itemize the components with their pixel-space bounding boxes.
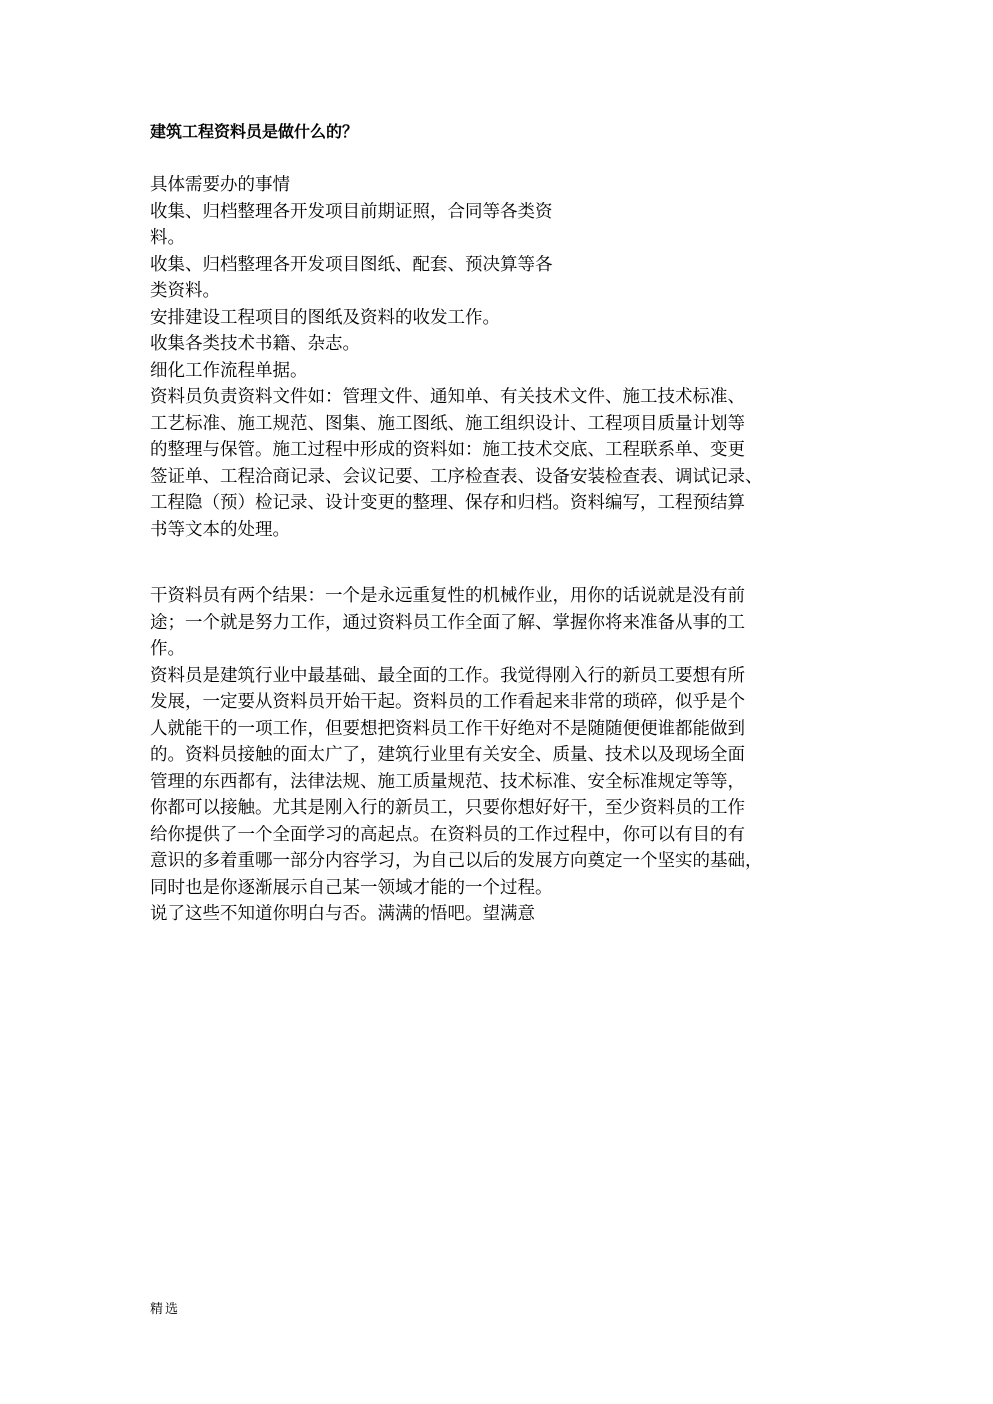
paragraph-line: 的。资料员接触的面太广了，建筑行业里有关安全、质量、技术以及现场全面	[150, 745, 745, 765]
paragraph-line: 给你提供了一个全面学习的高起点。在资料员的工作过程中，你可以有目的有	[150, 824, 745, 845]
paragraph-line: 资料员是建筑行业中最基础、最全面的工作。我觉得刚入行的新员工要想有所	[150, 665, 745, 686]
paragraph-line: 管理的东西都有，法律法规、施工质量规范、技术标准、安全标准规定等等，	[150, 771, 745, 792]
paragraph-line: 签证单、工程洽商记录、会议记要、工序检查表、设备安装检查表、调试记录、	[150, 466, 763, 487]
paragraph-line: 书等文本的处理。	[150, 519, 290, 540]
paragraph-line: 你都可以接触。尤其是刚入行的新员工，只要你想好好干，至少资料员的工作	[150, 798, 745, 818]
paragraph-line: 意识的多着重哪一部分内容学习，为自己以后的发展方向奠定一个坚实的基础，	[150, 851, 763, 871]
paragraph-line: 工程隐（预）检记录、设计变更的整理、保存和归档。资料编写，工程预结算	[150, 493, 745, 513]
paragraph-line: 作。	[150, 639, 185, 659]
paragraph-line: 的整理与保管。施工过程中形成的资料如：施工技术交底、工程联系单、变更	[150, 440, 745, 460]
paragraph-line: 收集、归档整理各开发项目图纸、配套、预决算等各	[150, 254, 553, 275]
paragraph-line: 资料员负责资料文件如：管理文件、通知单、有关技术文件、施工技术标准、	[150, 387, 745, 407]
paragraph-line: 收集、归档整理各开发项目前期证照，合同等各类资	[150, 201, 553, 222]
document-title: 建筑工程资料员是做什么的？	[150, 122, 359, 141]
paragraph-line: 具体需要办的事情	[150, 175, 290, 195]
paragraph-line: 料。	[150, 228, 185, 248]
section-advice	[150, 583, 850, 928]
paragraph-line: 细化工作流程单据。	[150, 360, 308, 381]
page-footer: 精选	[150, 1302, 181, 1317]
section-duties	[150, 172, 850, 543]
paragraph-line: 同时也是你逐渐展示自己某一领域才能的一个过程。	[150, 877, 553, 898]
paragraph-line: 发展，一定要从资料员开始干起。资料员的工作看起来非常的琐碎，似乎是个	[150, 692, 745, 712]
paragraph-line: 收集各类技术书籍、杂志。	[150, 334, 360, 354]
paragraph-line: 类资料。	[150, 281, 220, 301]
paragraph-line: 安排建设工程项目的图纸及资料的收发工作。	[150, 307, 500, 328]
paragraph-line: 人就能干的一项工作，但要想把资料员工作干好绝对不是随随便便谁都能做到	[150, 718, 745, 739]
paragraph-line: 说了这些不知道你明白与否。满满的悟吧。望满意	[150, 904, 535, 924]
paragraph-line: 途；一个就是努力工作，通过资料员工作全面了解、掌握你将来准备从事的工	[150, 612, 745, 633]
paragraph-line: 工艺标准、施工规范、图集、施工图纸、施工组织设计、工程项目质量计划等	[150, 413, 745, 434]
paragraph-line: 干资料员有两个结果：一个是永远重复性的机械作业，用你的话说就是没有前	[150, 586, 745, 606]
